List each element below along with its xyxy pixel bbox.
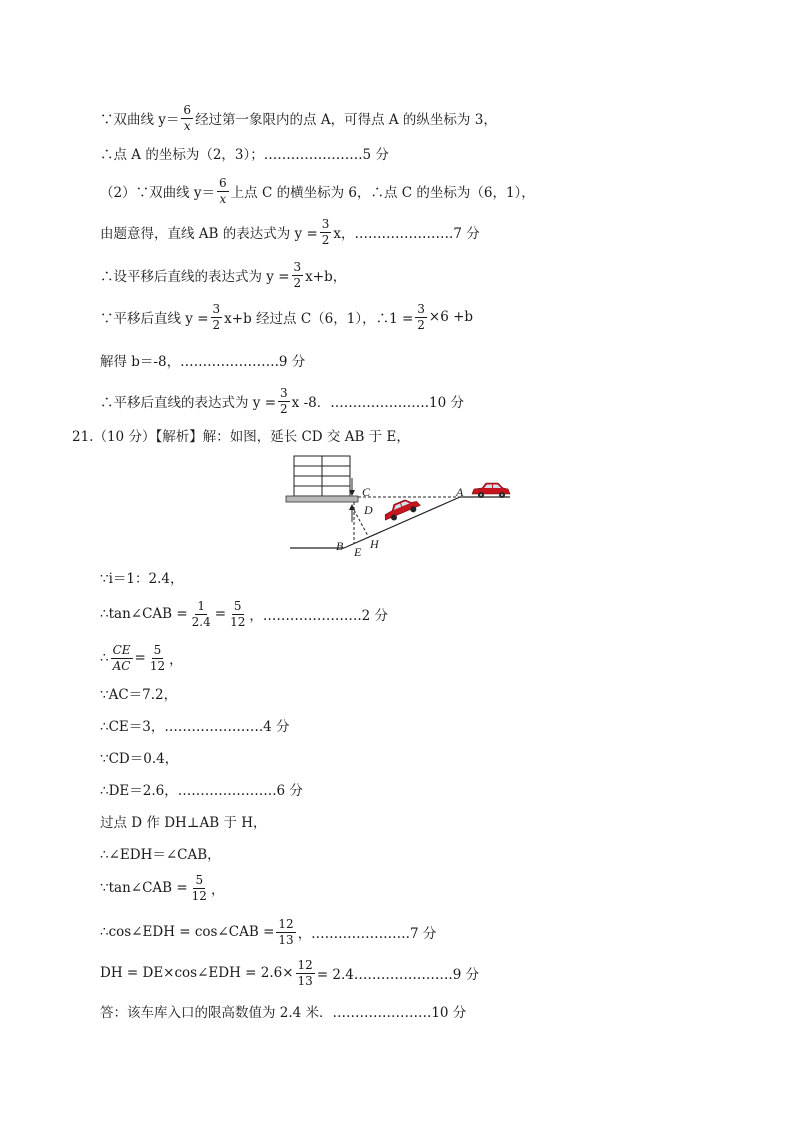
fraction-numerator: 3 [280, 385, 288, 400]
fraction-denominator: 2 [212, 317, 221, 332]
label-A: A [456, 485, 464, 499]
text-segment: x，………………….7 分 [333, 226, 480, 242]
fraction-denominator: 13 [278, 932, 294, 947]
fraction-numerator: 1 [197, 598, 206, 613]
text-segment: ∵CD＝0.4， [100, 751, 179, 767]
solution-line-7 [100, 345, 305, 375]
fraction-numerator: CE [112, 642, 131, 657]
fraction [190, 874, 209, 903]
solution21-answer [100, 996, 466, 1026]
fraction-numerator: 3 [321, 216, 330, 231]
solution21-line-10 [100, 873, 224, 903]
solution21-line-9 [100, 838, 221, 868]
solution21-line-8 [100, 806, 267, 836]
text-segment: ∴cos∠EDH = cos∠CAB = [100, 924, 275, 940]
text-segment: ∴设平移后直线的表达式为 y = [100, 269, 290, 285]
fraction-denominator: x [219, 191, 227, 206]
fraction-numerator: 6 [219, 175, 227, 190]
building-icon [294, 456, 350, 496]
solution21-line-11 [100, 917, 436, 947]
text-segment: ∴点 A 的坐标为（2，3）；………………….5 分 [100, 147, 389, 163]
text-segment: ∴DE＝2.6，………………….6 分 [100, 783, 303, 799]
solution-line-5 [100, 260, 346, 290]
solution21-line-1 [100, 562, 183, 592]
solution-line-4 [100, 217, 480, 247]
solution21-line-6 [100, 742, 178, 772]
text-segment: ×6 +b [428, 309, 474, 325]
text-segment: ∵双曲线 y＝ [100, 112, 180, 128]
text-segment: DH = DE×cos∠EDH = 2.6× [100, 965, 294, 981]
solution21-line-7 [100, 774, 303, 804]
fraction [292, 261, 304, 290]
solution21-line-3 [100, 643, 183, 673]
fraction-numerator: 12 [297, 957, 313, 972]
text-segment: ∵i＝1：2.4， [100, 571, 184, 587]
text-segment: 解得 b＝-8，………………….9 分 [100, 354, 306, 370]
car-icon [472, 483, 510, 498]
solution-line-6 [100, 302, 473, 332]
fraction-numerator: 5 [195, 872, 204, 887]
fraction [296, 959, 315, 988]
solution21-line-4 [100, 678, 177, 708]
fraction-denominator: 2 [293, 275, 302, 290]
solution21-line-5 [100, 710, 290, 740]
fraction-denominator: 2 [417, 317, 425, 332]
solution-line-3 [100, 176, 535, 206]
text-segment: ， [169, 652, 183, 668]
text-segment: 由题意得，直线 AB 的表达式为 y = [100, 226, 318, 242]
solution-line-1 [100, 103, 497, 133]
fraction [278, 387, 290, 416]
fraction-denominator: 12 [149, 658, 166, 673]
solution-line-8 [100, 386, 464, 416]
solution21-line-2 [100, 599, 388, 629]
text-segment: 过点 D 作 DH⊥AB 于 H， [100, 815, 267, 831]
problem-21-heading [72, 420, 410, 450]
text-segment: = 2.4………………….9 分 [316, 967, 480, 983]
fraction-denominator: AC [112, 658, 131, 673]
solution21-line-12 [100, 958, 479, 988]
ceiling-slab [286, 496, 358, 502]
text-segment: = [214, 606, 227, 622]
fraction-denominator: 2.4 [191, 614, 211, 629]
text-segment: x -8．………………….10 分 [291, 395, 464, 411]
fraction-numerator: 3 [293, 259, 302, 274]
text-segment: ∵平移后直线 y = [100, 311, 209, 327]
fraction [217, 177, 229, 206]
answer-text: 答：该车库入口的限高数值为 2.4 米．………………….10 分 [100, 1005, 467, 1021]
heading-text: 21.（10 分）【解析】解：如图，延长 CD 交 AB 于 E， [72, 429, 410, 445]
text-segment: ，………………….2 分 [249, 608, 389, 624]
fraction-denominator: 12 [191, 888, 207, 903]
fraction-denominator: 13 [297, 973, 313, 988]
fraction-numerator: 6 [183, 102, 192, 117]
fraction [320, 218, 332, 247]
text-segment: ∴tan∠CAB = [100, 606, 188, 622]
text-segment: ， [210, 882, 225, 898]
fraction-numerator: 5 [233, 598, 242, 613]
fraction-denominator: 12 [230, 614, 246, 629]
car-icon [381, 495, 422, 524]
fraction [276, 918, 295, 947]
text-segment: 经过第一象限内的点 A，可得点 A 的纵坐标为 3， [195, 112, 497, 128]
text-segment: ∴ [100, 650, 109, 666]
text-segment: ∵AC＝7.2， [100, 687, 178, 703]
garage-slope-figure [284, 450, 516, 560]
fraction-numerator: 3 [417, 301, 425, 316]
text-segment: ∴∠EDH＝∠CAB， [100, 847, 221, 863]
label-H: H [370, 537, 379, 551]
fraction-numerator: 3 [212, 301, 221, 316]
label-D: D [364, 503, 373, 517]
fraction-numerator: 5 [153, 642, 162, 657]
fraction [111, 644, 133, 673]
label-C: C [362, 485, 371, 499]
fraction [415, 303, 427, 332]
fraction-denominator: 2 [280, 401, 288, 416]
label-E: E [354, 545, 362, 559]
text-segment: x+b， [305, 269, 347, 285]
fraction [190, 600, 213, 629]
text-segment: ∵tan∠CAB = [100, 880, 188, 896]
text-segment: ，………………….7 分 [297, 926, 437, 942]
text-segment: ∴平移后直线的表达式为 y = [100, 395, 277, 411]
text-segment: = [134, 650, 146, 666]
fraction-numerator: 12 [278, 916, 294, 931]
fraction [228, 600, 247, 629]
fraction-denominator: x [183, 118, 191, 133]
fraction [181, 104, 193, 133]
text-segment: x+b 经过点 C（6，1），∴1 = [224, 311, 414, 327]
text-segment: ∴CE＝3，………………….4 分 [100, 719, 290, 735]
fraction [148, 644, 167, 673]
text-segment: 上点 C 的横坐标为 6，∴点 C 的坐标为（6，1）， [230, 185, 535, 201]
text-segment: （2）∵双曲线 y＝ [100, 185, 216, 201]
solution-line-2 [100, 138, 389, 168]
label-B: B [336, 539, 344, 553]
fraction-denominator: 2 [321, 232, 330, 247]
fraction [211, 303, 223, 332]
